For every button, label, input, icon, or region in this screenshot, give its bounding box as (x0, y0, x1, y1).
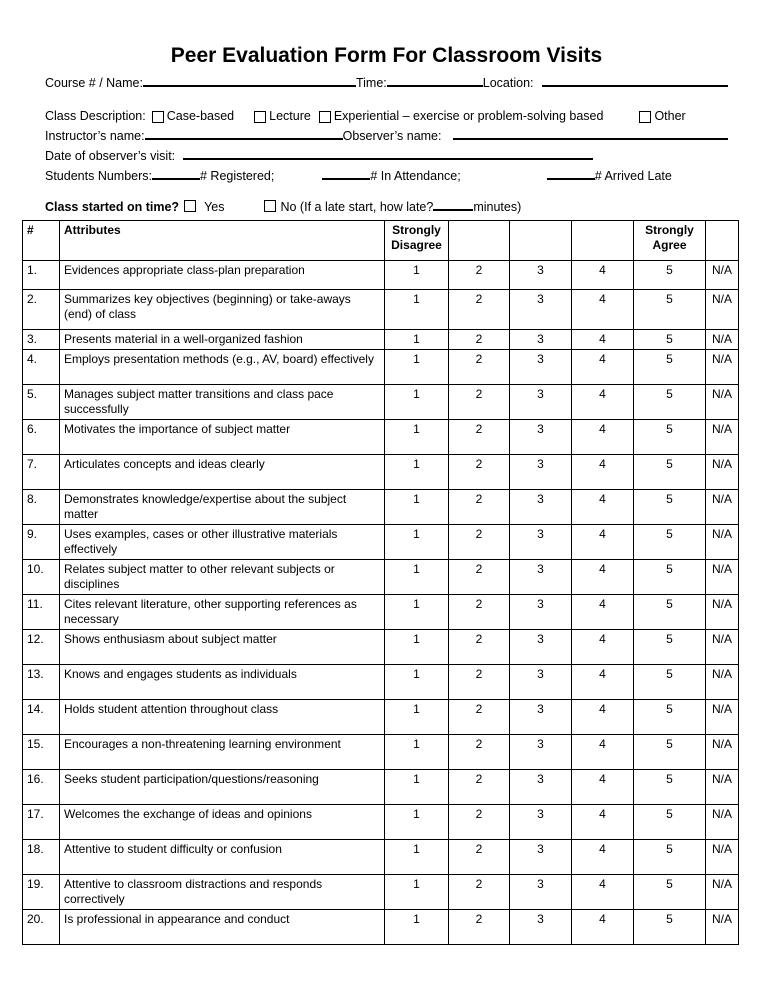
rating-cell-na[interactable]: N/A (706, 700, 739, 735)
rating-cell-3[interactable]: 3 (510, 630, 572, 665)
row-number: 20. (23, 910, 60, 945)
rating-cell-2[interactable]: 2 (449, 700, 510, 735)
rating-cell-2[interactable]: 2 (449, 385, 510, 420)
option-other-label: Other (654, 109, 686, 124)
rating-cell-2[interactable]: 2 (449, 330, 510, 350)
visit-date-input[interactable] (183, 145, 593, 160)
row-number: 12. (23, 630, 60, 665)
table-row (23, 665, 739, 700)
time-input[interactable] (387, 72, 483, 87)
checkbox-lecture[interactable] (254, 111, 266, 123)
table-row (23, 261, 739, 290)
col-header-3 (510, 221, 572, 261)
rating-cell-1[interactable]: 1 (385, 490, 449, 525)
registered-count-input[interactable] (152, 165, 200, 180)
rating-cell-4[interactable]: 4 (572, 735, 634, 770)
yes-label: Yes (204, 200, 225, 215)
course-time-location-line (45, 72, 728, 92)
class-description-line (45, 108, 728, 125)
rating-cell-3[interactable]: 3 (510, 330, 572, 350)
rating-cell-3[interactable]: 3 (510, 350, 572, 385)
col-header-na (706, 221, 739, 261)
row-number: 3. (23, 330, 60, 350)
rating-cell-3[interactable]: 3 (510, 455, 572, 490)
rating-cell-1[interactable]: 1 (385, 910, 449, 945)
row-number: 2. (23, 290, 60, 330)
rating-cell-5[interactable]: 5 (634, 490, 706, 525)
course-name-input[interactable] (143, 72, 356, 87)
rating-cell-3[interactable]: 3 (510, 290, 572, 330)
course-label: Course # / Name: (45, 76, 143, 91)
row-attribute: Presents material in a well-organized fashion (60, 330, 385, 350)
students-numbers-label: Students Numbers: (45, 169, 152, 184)
rating-cell-1[interactable]: 1 (385, 290, 449, 330)
rating-cell-3[interactable]: 3 (510, 700, 572, 735)
rating-cell-2[interactable]: 2 (449, 261, 510, 290)
row-number: 8. (23, 490, 60, 525)
rating-cell-5[interactable]: 5 (634, 560, 706, 595)
rating-cell-na[interactable]: N/A (706, 525, 739, 560)
observer-label: Observer’s name: (342, 129, 442, 144)
row-number: 15. (23, 735, 60, 770)
rating-cell-3[interactable]: 3 (510, 735, 572, 770)
row-number: 14. (23, 700, 60, 735)
row-attribute: Motivates the importance of subject matter (60, 420, 385, 455)
rating-cell-4[interactable]: 4 (572, 700, 634, 735)
table-row (23, 875, 739, 910)
rating-cell-5[interactable]: 5 (634, 525, 706, 560)
rating-cell-4[interactable]: 4 (572, 910, 634, 945)
rating-cell-3[interactable]: 3 (510, 420, 572, 455)
rating-cell-na[interactable]: N/A (706, 261, 739, 290)
rating-cell-na[interactable]: N/A (706, 665, 739, 700)
rating-cell-5[interactable]: 5 (634, 385, 706, 420)
table-row (23, 560, 739, 595)
rating-cell-na[interactable]: N/A (706, 910, 739, 945)
rating-cell-5[interactable]: 5 (634, 910, 706, 945)
rating-cell-4[interactable]: 4 (572, 261, 634, 290)
rating-cell-3[interactable]: 3 (510, 910, 572, 945)
rating-cell-4[interactable]: 4 (572, 490, 634, 525)
row-number: 13. (23, 665, 60, 700)
rating-cell-3[interactable]: 3 (510, 770, 572, 805)
row-attribute: Cites relevant literature, other supporting references as necessary (60, 595, 385, 630)
rating-cell-3[interactable]: 3 (510, 560, 572, 595)
table-row (23, 910, 739, 945)
rating-cell-1[interactable]: 1 (385, 330, 449, 350)
rating-cell-2[interactable]: 2 (449, 490, 510, 525)
table-row (23, 455, 739, 490)
row-number: 11. (23, 595, 60, 630)
rating-cell-3[interactable]: 3 (510, 840, 572, 875)
row-number: 9. (23, 525, 60, 560)
table-header-row (23, 221, 739, 261)
instructor-name-input[interactable] (145, 125, 343, 140)
table-row (23, 805, 739, 840)
rating-cell-4[interactable]: 4 (572, 805, 634, 840)
row-number: 19. (23, 875, 60, 910)
rating-cell-na[interactable]: N/A (706, 490, 739, 525)
rating-cell-5[interactable]: 5 (634, 665, 706, 700)
rating-cell-4[interactable]: 4 (572, 525, 634, 560)
rating-cell-na[interactable]: N/A (706, 595, 739, 630)
instructor-observer-line (45, 125, 728, 145)
rating-cell-1[interactable]: 1 (385, 665, 449, 700)
rating-cell-na[interactable]: N/A (706, 385, 739, 420)
rating-cell-na[interactable]: N/A (706, 330, 739, 350)
rating-cell-1[interactable]: 1 (385, 455, 449, 490)
rating-cell-na[interactable]: N/A (706, 290, 739, 330)
table-row (23, 420, 739, 455)
checkbox-yes[interactable] (184, 200, 196, 212)
class-started-line (45, 196, 728, 216)
rating-cell-2[interactable]: 2 (449, 665, 510, 700)
rating-cell-3[interactable]: 3 (510, 490, 572, 525)
rating-cell-4[interactable]: 4 (572, 330, 634, 350)
row-number: 4. (23, 350, 60, 385)
rating-cell-na[interactable]: N/A (706, 630, 739, 665)
option-lecture-label: Lecture (269, 109, 311, 124)
row-attribute: Employs presentation methods (e.g., AV, board) effectively (60, 350, 385, 385)
rating-cell-4[interactable]: 4 (572, 665, 634, 700)
rating-cell-1[interactable]: 1 (385, 770, 449, 805)
rating-cell-na[interactable]: N/A (706, 560, 739, 595)
rating-cell-2[interactable]: 2 (449, 290, 510, 330)
row-number: 10. (23, 560, 60, 595)
page-title: Peer Evaluation Form For Classroom Visits (170, 44, 603, 67)
checkbox-other[interactable] (639, 111, 651, 123)
instructor-label: Instructor’s name: (45, 129, 145, 144)
rating-cell-1[interactable]: 1 (385, 700, 449, 735)
rating-cell-4[interactable]: 4 (572, 420, 634, 455)
table-row (23, 595, 739, 630)
rating-cell-2[interactable]: 2 (449, 420, 510, 455)
row-attribute: Uses examples, cases or other illustrative materials effectively (60, 525, 385, 560)
rating-cell-5[interactable]: 5 (634, 805, 706, 840)
rating-cell-5[interactable]: 5 (634, 330, 706, 350)
rating-cell-2[interactable]: 2 (449, 560, 510, 595)
table-row (23, 840, 739, 875)
registered-label: # Registered; (200, 169, 275, 184)
row-number: 5. (23, 385, 60, 420)
row-number: 6. (23, 420, 60, 455)
rating-cell-na[interactable]: N/A (706, 770, 739, 805)
observer-name-input[interactable] (453, 125, 728, 140)
time-label: Time: (355, 76, 387, 91)
table-row (23, 700, 739, 735)
row-attribute: Manages subject matter transitions and class pace successfully (60, 385, 385, 420)
row-attribute: Knows and engages students as individuals (60, 665, 385, 700)
row-attribute: Holds student attention throughout class (60, 700, 385, 735)
rating-cell-na[interactable]: N/A (706, 735, 739, 770)
rating-cell-4[interactable]: 4 (572, 630, 634, 665)
rating-cell-5[interactable]: 5 (634, 770, 706, 805)
rating-cell-1[interactable]: 1 (385, 875, 449, 910)
rating-cell-1[interactable]: 1 (385, 420, 449, 455)
rating-cell-2[interactable]: 2 (449, 630, 510, 665)
col-header-number: # (23, 221, 60, 261)
rating-cell-4[interactable]: 4 (572, 840, 634, 875)
rating-cell-2[interactable]: 2 (449, 525, 510, 560)
rating-cell-2[interactable]: 2 (449, 910, 510, 945)
rating-cell-2[interactable]: 2 (449, 805, 510, 840)
row-number: 1. (23, 261, 60, 290)
no-label: No (If a late start, how late? (280, 200, 434, 215)
col-header-2 (449, 221, 510, 261)
rating-cell-na[interactable]: N/A (706, 455, 739, 490)
rating-cell-na[interactable]: N/A (706, 420, 739, 455)
rating-cell-5[interactable]: 5 (634, 350, 706, 385)
checkbox-case-based[interactable] (152, 111, 164, 123)
rating-cell-3[interactable]: 3 (510, 385, 572, 420)
rating-cell-1[interactable]: 1 (385, 350, 449, 385)
checkbox-no[interactable] (264, 200, 276, 212)
col-header-strongly-disagree: Strongly Disagree (385, 221, 449, 261)
minutes-late-input[interactable] (433, 196, 473, 211)
rating-cell-4[interactable]: 4 (572, 385, 634, 420)
attributes-table-body (23, 261, 739, 945)
rating-cell-na[interactable]: N/A (706, 875, 739, 910)
table-row (23, 525, 739, 560)
rating-cell-na[interactable]: N/A (706, 840, 739, 875)
rating-cell-3[interactable]: 3 (510, 805, 572, 840)
rating-cell-3[interactable]: 3 (510, 875, 572, 910)
visit-date-line (45, 145, 728, 165)
visit-date-label: Date of observer’s visit: (45, 149, 176, 164)
rating-cell-2[interactable]: 2 (449, 875, 510, 910)
rating-cell-5[interactable]: 5 (634, 420, 706, 455)
rating-cell-4[interactable]: 4 (572, 455, 634, 490)
table-row (23, 385, 739, 420)
rating-cell-1[interactable]: 1 (385, 630, 449, 665)
table-row (23, 630, 739, 665)
rating-cell-na[interactable]: N/A (706, 350, 739, 385)
checkbox-experiential[interactable] (319, 111, 331, 123)
row-attribute: Evidences appropriate class-plan preparation (60, 261, 385, 290)
students-numbers-line (45, 165, 728, 185)
row-attribute: Is professional in appearance and conduct (60, 910, 385, 945)
rating-cell-5[interactable]: 5 (634, 261, 706, 290)
row-attribute: Encourages a non-threatening learning environment (60, 735, 385, 770)
rating-cell-1[interactable]: 1 (385, 525, 449, 560)
rating-cell-5[interactable]: 5 (634, 455, 706, 490)
row-attribute: Attentive to student difficulty or confusion (60, 840, 385, 875)
rating-cell-1[interactable]: 1 (385, 735, 449, 770)
rating-cell-5[interactable]: 5 (634, 875, 706, 910)
table-row (23, 350, 739, 385)
rating-cell-1[interactable]: 1 (385, 261, 449, 290)
rating-cell-4[interactable]: 4 (572, 560, 634, 595)
rating-cell-5[interactable]: 5 (634, 630, 706, 665)
attributes-rating-table (22, 220, 739, 945)
table-row (23, 290, 739, 330)
table-row (23, 330, 739, 350)
row-number: 18. (23, 840, 60, 875)
arrived-late-label: # Arrived Late (594, 169, 672, 184)
col-header-strongly-agree: Strongly Agree (634, 221, 706, 261)
rating-cell-1[interactable]: 1 (385, 385, 449, 420)
location-label: Location: (482, 76, 534, 91)
row-number: 16. (23, 770, 60, 805)
rating-cell-1[interactable]: 1 (385, 595, 449, 630)
rating-cell-5[interactable]: 5 (634, 840, 706, 875)
row-attribute: Demonstrates knowledge/expertise about the subject matter (60, 490, 385, 525)
rating-cell-4[interactable]: 4 (572, 290, 634, 330)
rating-cell-1[interactable]: 1 (385, 805, 449, 840)
rating-cell-3[interactable]: 3 (510, 525, 572, 560)
rating-cell-1[interactable]: 1 (385, 560, 449, 595)
rating-cell-2[interactable]: 2 (449, 770, 510, 805)
minutes-label: minutes) (473, 200, 522, 215)
rating-cell-2[interactable]: 2 (449, 350, 510, 385)
row-attribute: Attentive to classroom distractions and responds correctively (60, 875, 385, 910)
rating-cell-4[interactable]: 4 (572, 770, 634, 805)
table-row (23, 735, 739, 770)
rating-cell-2[interactable]: 2 (449, 840, 510, 875)
rating-cell-4[interactable]: 4 (572, 595, 634, 630)
row-attribute: Shows enthusiasm about subject matter (60, 630, 385, 665)
option-experiential-label: Experiential – exercise or problem-solving based (333, 109, 604, 124)
rating-cell-2[interactable]: 2 (449, 595, 510, 630)
rating-cell-4[interactable]: 4 (572, 350, 634, 385)
row-attribute: Articulates concepts and ideas clearly (60, 455, 385, 490)
row-attribute: Summarizes key objectives (beginning) or take-aways (end) of class (60, 290, 385, 330)
row-number: 7. (23, 455, 60, 490)
arrived-late-count-input[interactable] (547, 165, 595, 180)
rating-cell-1[interactable]: 1 (385, 840, 449, 875)
rating-cell-4[interactable]: 4 (572, 875, 634, 910)
row-attribute: Welcomes the exchange of ideas and opinions (60, 805, 385, 840)
attendance-count-input[interactable] (322, 165, 370, 180)
rating-cell-5[interactable]: 5 (634, 595, 706, 630)
class-started-label: Class started on time? (45, 200, 180, 215)
option-case-based-label: Case-based (166, 109, 235, 124)
attendance-label: # In Attendance; (370, 169, 461, 184)
location-input[interactable] (542, 72, 729, 87)
rating-cell-5[interactable]: 5 (634, 290, 706, 330)
col-header-4 (572, 221, 634, 261)
row-number: 17. (23, 805, 60, 840)
rating-cell-5[interactable]: 5 (634, 735, 706, 770)
row-attribute: Relates subject matter to other relevant subjects or disciplines (60, 560, 385, 595)
rating-cell-2[interactable]: 2 (449, 735, 510, 770)
col-header-attributes: Attributes (60, 221, 385, 261)
form-header (0, 44, 768, 216)
rating-cell-3[interactable]: 3 (510, 665, 572, 700)
rating-cell-3[interactable]: 3 (510, 595, 572, 630)
rating-cell-5[interactable]: 5 (634, 700, 706, 735)
row-attribute: Seeks student participation/questions/reasoning (60, 770, 385, 805)
class-description-label: Class Description: (45, 109, 146, 124)
rating-cell-na[interactable]: N/A (706, 805, 739, 840)
table-row (23, 770, 739, 805)
rating-cell-2[interactable]: 2 (449, 455, 510, 490)
rating-cell-3[interactable]: 3 (510, 261, 572, 290)
table-row (23, 490, 739, 525)
